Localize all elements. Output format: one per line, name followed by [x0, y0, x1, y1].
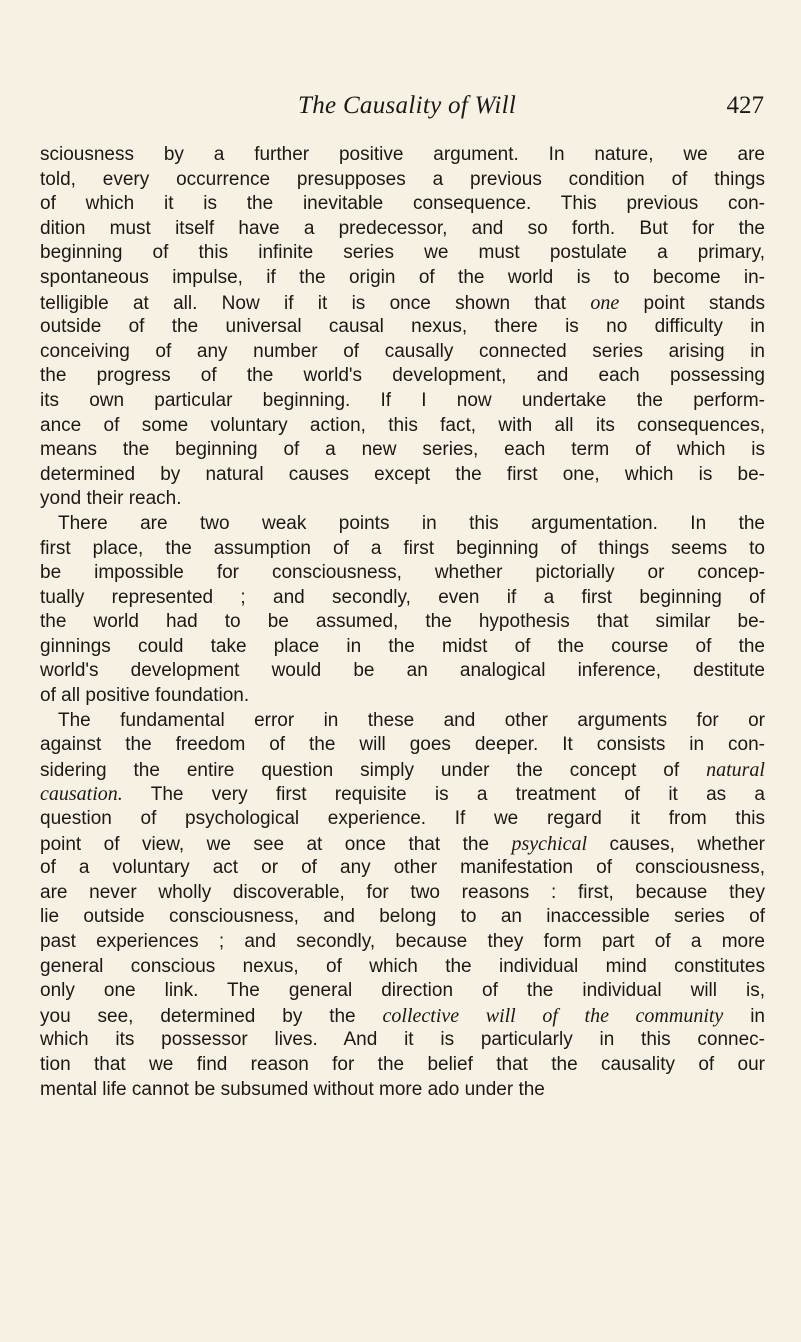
text-segment: point stands [619, 292, 765, 314]
text-line [40, 315, 765, 340]
text-segment: means the beginning of a new series, each term of which is [40, 439, 765, 461]
text-segment: only one link. The general direction of the individual will is, [40, 980, 765, 1002]
text-line [40, 930, 765, 955]
text-segment: spontaneous impulse, if the origin of the world is to become in- [40, 266, 765, 288]
text-segment: are never wholly discoverable, for two reasons : first, because they [40, 881, 765, 903]
text-segment: against the freedom of the will goes deeper. It consists in con- [40, 734, 765, 756]
text-line [40, 561, 765, 586]
text-line [40, 537, 765, 562]
text-line [40, 684, 765, 709]
text-segment: The fundamental error in these and other arguments for or [58, 709, 765, 731]
text-line [40, 758, 765, 783]
text-segment: point of view, we see at once that the [40, 833, 512, 855]
text-line [40, 635, 765, 660]
page-header [40, 92, 764, 126]
text-line [40, 512, 765, 537]
text-segment: outside of the universal causal nexus, there is no difficulty in [40, 316, 765, 338]
text-segment: ginnings could take place in the midst of the course of the [40, 635, 765, 657]
text-segment: the world had to be assumed, the hypothesis that similar be- [40, 611, 765, 633]
text-segment: causes, whether [587, 833, 765, 855]
text-line [40, 955, 765, 980]
text-line [40, 389, 765, 414]
text-segment: There are two weak points in this argumentation. In the [58, 512, 765, 534]
text-segment: conceiving of any number of causally connected series arising in [40, 340, 765, 362]
text-line [40, 192, 765, 217]
text-line [40, 487, 765, 512]
text-line [40, 586, 765, 611]
text-line [40, 881, 765, 906]
text-line [40, 340, 765, 365]
text-segment: its own particular beginning. If I now undertake the perform- [40, 389, 765, 411]
text-line [40, 217, 765, 242]
page-number: 427 [726, 92, 764, 119]
body-text [40, 143, 765, 1102]
text-line [40, 266, 765, 291]
text-line [40, 463, 765, 488]
text-segment: dition must itself have a predecessor, and so forth. But for the [40, 217, 765, 239]
text-line [40, 364, 765, 389]
text-segment: world's development would be an analogical inference, destitute [40, 660, 765, 682]
text-segment: of a voluntary act or of any other manifestation of consciousness, [40, 857, 765, 879]
italic-text: natural [706, 758, 765, 781]
text-segment: in [723, 1005, 765, 1027]
text-segment: first place, the assumption of a first beginning of things seems to [40, 537, 765, 559]
text-segment: be impossible for consciousness, whether pictorially or concep- [40, 562, 765, 584]
text-line [40, 807, 765, 832]
text-line [40, 1053, 765, 1078]
italic-text: one [590, 291, 620, 314]
text-segment: beginning of this infinite series we must postulate a primary, [40, 242, 765, 264]
text-segment: sciousness by a further positive argument. In nature, we are [40, 144, 765, 165]
running-title: The Causality of Will [298, 92, 517, 119]
text-line [40, 709, 765, 734]
text-line [40, 856, 765, 881]
text-segment: lie outside consciousness, and belong to an inaccessible series of [40, 906, 765, 928]
text-line [40, 1004, 765, 1029]
text-segment: tion that we find reason for the belief that the causality of our [40, 1053, 765, 1075]
text-line [40, 832, 765, 857]
text-line [40, 659, 765, 684]
text-line [40, 733, 765, 758]
text-segment: determined by natural causes except the first one, which is be- [40, 463, 765, 485]
text-line [40, 143, 765, 168]
text-segment: which its possessor lives. And it is particularly in this connec- [40, 1029, 765, 1051]
text-line [40, 291, 765, 316]
text-line [40, 1028, 765, 1053]
text-segment: of all positive foundation. [40, 685, 250, 707]
text-line [40, 1078, 765, 1103]
text-segment: telligible at all. Now if it is once shown that [40, 292, 591, 314]
italic-text: causation. [40, 783, 123, 806]
text-line [40, 979, 765, 1004]
text-segment: sidering the entire question simply under the concept of [40, 759, 707, 781]
italic-text: collective will of the community [382, 1004, 724, 1027]
text-line [40, 782, 765, 807]
text-segment: told, every occurrence presupposes a previous condition of things [40, 168, 765, 190]
text-segment: mental life cannot be subsumed without more ado under the [40, 1078, 545, 1100]
text-segment: past experiences ; and secondly, because they form part of a more [40, 931, 765, 952]
text-segment: question of psychological experience. If we regard it from this [40, 808, 765, 830]
text-line [40, 905, 765, 930]
text-line [40, 610, 765, 635]
text-segment: of which it is the inevitable consequence. This previous con- [40, 193, 765, 215]
text-segment: general conscious nexus, of which the individual mind constitutes [40, 955, 765, 977]
italic-text: psychical [511, 832, 587, 855]
text-line [40, 414, 765, 439]
text-segment: The very first requisite is a treatment of it as a [122, 784, 765, 806]
text-line [40, 168, 765, 193]
text-segment: yond their reach. [40, 488, 182, 510]
text-segment: tually represented ; and secondly, even if a first beginning of [40, 586, 765, 608]
text-segment: you see, determined by the [40, 1005, 383, 1027]
text-segment: ance of some voluntary action, this fact, with all its consequences, [40, 414, 765, 436]
text-line [40, 438, 765, 463]
text-line [40, 241, 765, 266]
text-segment: the progress of the world's development, and each possessing [40, 365, 765, 387]
